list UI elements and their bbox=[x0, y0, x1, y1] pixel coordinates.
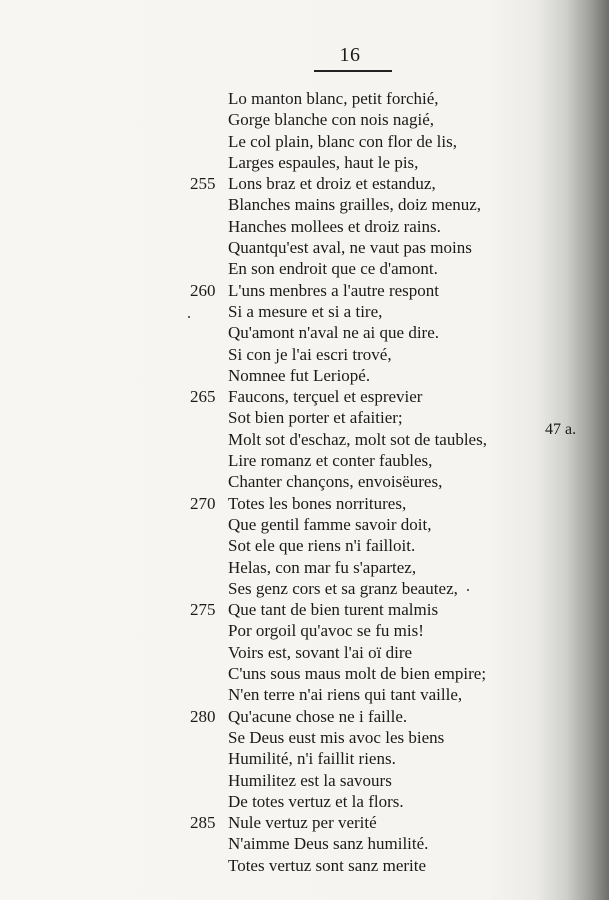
verse-line bbox=[190, 812, 550, 833]
verse-text: N'aimme Deus sanz humilité. bbox=[228, 834, 429, 854]
verse-text: Hanches mollees et droiz rains. bbox=[228, 216, 441, 236]
verse-line bbox=[190, 407, 550, 428]
verse-text: Helas, con mar fu s'apartez, bbox=[228, 557, 417, 577]
verse-line bbox=[190, 833, 550, 854]
verse-line bbox=[190, 322, 550, 343]
verse-text: Voirs est, sovant l'ai oï dire bbox=[228, 642, 413, 662]
verse-text: Por orgoil qu'avoc se fu mis! bbox=[228, 621, 424, 641]
verse-line bbox=[190, 280, 550, 301]
verse-line bbox=[190, 727, 550, 748]
verse-text: En son endroit que ce d'amont. bbox=[228, 259, 438, 279]
verse-text: Sot bien porter et afaitier; bbox=[228, 408, 403, 428]
verse-line bbox=[190, 471, 550, 492]
verse-text: Larges espaules, haut le pis, bbox=[228, 152, 419, 172]
verse-line bbox=[190, 152, 550, 173]
verse-line bbox=[190, 578, 550, 599]
verse-text: De totes vertuz et la flors. bbox=[228, 791, 404, 811]
verse-line bbox=[190, 599, 550, 620]
verse-text: Ses genz cors et sa granz beautez, bbox=[228, 578, 458, 598]
verse-text: Totes vertuz sont sanz merite bbox=[228, 855, 427, 875]
verse-text: Que gentil famme savoir doit, bbox=[228, 514, 432, 534]
verse-line bbox=[190, 88, 550, 109]
verse-line bbox=[190, 535, 550, 556]
verse-text: Lire romanz et conter faubles, bbox=[228, 451, 433, 471]
line-number: 270 bbox=[190, 493, 216, 513]
verse-line bbox=[190, 748, 550, 769]
verse-text: Nule vertuz per verité bbox=[228, 813, 377, 833]
verse-line bbox=[190, 344, 550, 365]
verse-text: Sot ele que riens n'i failloit. bbox=[228, 536, 416, 556]
page-number: 16 bbox=[339, 44, 361, 66]
verse-line bbox=[190, 706, 550, 727]
verse-line bbox=[190, 493, 550, 514]
ink-speck bbox=[467, 589, 469, 591]
verse-text: Si a mesure et si a tire, bbox=[228, 301, 383, 321]
verse-text: Qu'acune chose ne i faille. bbox=[228, 706, 408, 726]
line-number: 260 bbox=[190, 280, 216, 300]
verse-line bbox=[190, 514, 550, 535]
line-number: 280 bbox=[190, 706, 216, 726]
verse-line bbox=[190, 237, 550, 258]
verse-line bbox=[190, 557, 550, 578]
verse-text: Nomnee fut Leriopé. bbox=[228, 365, 371, 385]
verse-text: Quantqu'est aval, ne vaut pas moins bbox=[228, 238, 472, 258]
verse-line bbox=[190, 131, 550, 152]
verse-text: Se Deus eust mis avoc les biens bbox=[228, 727, 445, 747]
verse-line bbox=[190, 770, 550, 791]
verse-line bbox=[190, 684, 550, 705]
verse-text: Humilitez est la savours bbox=[228, 770, 392, 790]
verse-line bbox=[190, 216, 550, 237]
page-number-rule bbox=[314, 70, 392, 72]
ink-speck bbox=[188, 316, 190, 318]
verse-line bbox=[190, 791, 550, 812]
verse-line bbox=[190, 663, 550, 684]
verse-text: Faucons, terçuel et esprevier bbox=[228, 387, 423, 407]
verse-line bbox=[190, 365, 550, 386]
verse-text: Molt sot d'eschaz, molt sot de taubles, bbox=[228, 429, 487, 449]
verse-line bbox=[190, 109, 550, 130]
verse-line bbox=[190, 194, 550, 215]
verse-text: Lons braz et droiz et estanduz, bbox=[228, 174, 436, 194]
verse-text: L'uns menbres a l'autre respont bbox=[228, 280, 440, 300]
verse-line bbox=[190, 386, 550, 407]
line-number: 285 bbox=[190, 813, 216, 833]
verse-line bbox=[190, 258, 550, 279]
verse-text: Lo manton blanc, petit forchié, bbox=[228, 89, 439, 108]
verse-text: Le col plain, blanc con flor de lis, bbox=[228, 131, 457, 151]
line-number: 255 bbox=[190, 174, 216, 194]
verse-line bbox=[190, 301, 550, 322]
verse-line bbox=[190, 642, 550, 663]
verse-text: Si con je l'ai escri trové, bbox=[228, 344, 392, 364]
verse-text: Humilité, n'i faillit riens. bbox=[228, 749, 396, 769]
line-number: 275 bbox=[190, 600, 216, 620]
verse-text: Blanches mains grailles, doiz menuz, bbox=[228, 195, 482, 215]
verse-text: N'en terre n'ai riens qui tant vaille, bbox=[228, 685, 463, 705]
verse-line bbox=[190, 855, 550, 876]
verse-text: C'uns sous maus molt de bien empire; bbox=[228, 664, 487, 684]
verse-text: Gorge blanche con nois nagié, bbox=[228, 110, 434, 130]
verse-text: Qu'amont n'aval ne ai que dire. bbox=[228, 323, 439, 343]
verse-text: Que tant de bien turent malmis bbox=[228, 600, 439, 620]
poem-text bbox=[190, 88, 550, 876]
verse-line bbox=[190, 429, 550, 450]
verse-line bbox=[190, 173, 550, 194]
line-number: 265 bbox=[190, 387, 216, 407]
margin-folio-note: 47 a. bbox=[545, 421, 577, 438]
verse-text: Totes les bones norritures, bbox=[228, 493, 407, 513]
verse-line bbox=[190, 450, 550, 471]
verse-text: Chanter chançons, envoisëures, bbox=[228, 472, 443, 492]
verse-line bbox=[190, 620, 550, 641]
